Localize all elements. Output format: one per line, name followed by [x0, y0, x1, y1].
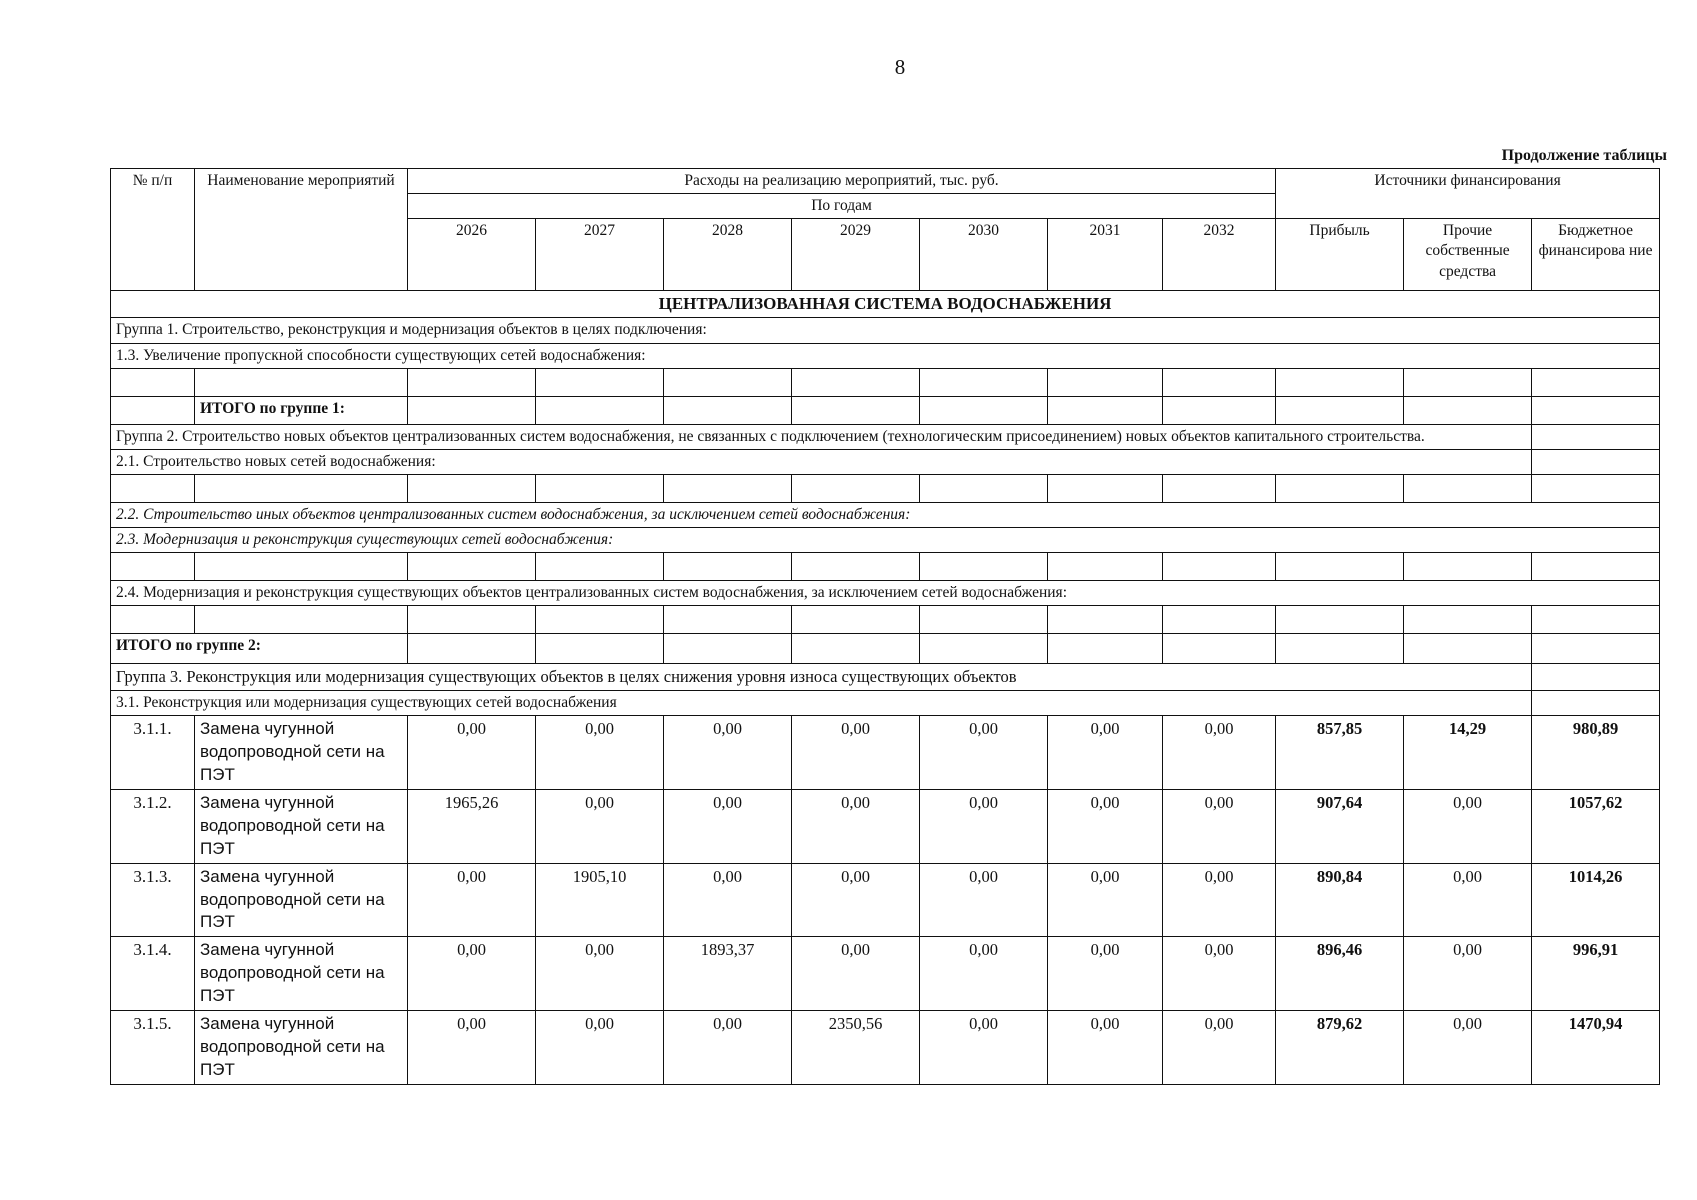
row-profit: 896,46	[1276, 937, 1404, 1011]
header-own-funds: Прочие собственные средства	[1404, 219, 1532, 291]
row-year-value: 0,00	[664, 863, 792, 937]
row-name: Замена чугунной водопроводной сети на ПЭТ	[195, 937, 408, 1011]
group1-total: ИТОГО по группе 1:	[195, 396, 408, 424]
row-year-value: 0,00	[536, 789, 664, 863]
row-year-value: 0,00	[1048, 863, 1163, 937]
group1-sub-1-3: 1.3. Увеличение пропускной способности существующих сетей водоснабжения:	[111, 343, 1660, 368]
header-year: 2026	[408, 219, 536, 291]
row-year-value: 0,00	[1048, 1011, 1163, 1085]
row-profit: 907,64	[1276, 789, 1404, 863]
section-title: ЦЕНТРАЛИЗОВАННАЯ СИСТЕМА ВОДОСНАБЖЕНИЯ	[111, 291, 1660, 318]
row-year-value: 1893,37	[664, 937, 792, 1011]
group1-title: Группа 1. Строительство, реконструкция и модернизация объектов в целях подключения:	[111, 318, 1660, 343]
row-own-funds: 0,00	[1404, 1011, 1532, 1085]
header-budget: Бюджетное финансирова ние	[1532, 219, 1660, 291]
group2-sub-2-2: 2.2. Строительство иных объектов централизованных систем водоснабжения, за исключением сетей водоснабжения:	[111, 502, 1660, 527]
table-row	[111, 715, 1660, 789]
table-row	[111, 789, 1660, 863]
row-year-value: 0,00	[792, 715, 920, 789]
row-year-value: 0,00	[408, 937, 536, 1011]
row-year-value: 1905,10	[536, 863, 664, 937]
row-year-value: 2350,56	[792, 1011, 920, 1085]
row-budget: 1014,26	[1532, 863, 1660, 937]
header-year: 2029	[792, 219, 920, 291]
row-year-value: 1965,26	[408, 789, 536, 863]
row-year-value: 0,00	[408, 863, 536, 937]
row-year-value: 0,00	[536, 715, 664, 789]
row-year-value: 0,00	[664, 789, 792, 863]
row-year-value: 0,00	[920, 937, 1048, 1011]
row-year-value: 0,00	[1163, 715, 1276, 789]
row-budget: 1470,94	[1532, 1011, 1660, 1085]
row-profit: 857,85	[1276, 715, 1404, 789]
row-index: 3.1.5.	[111, 1011, 195, 1085]
row-year-value: 0,00	[920, 863, 1048, 937]
row-year-value: 0,00	[1163, 863, 1276, 937]
row-year-value: 0,00	[1048, 937, 1163, 1011]
group2-sub-2-4: 2.4. Модернизация и реконструкция существующих объектов централизованных систем водоснабжения, за исключением сетей водоснабжения:	[111, 581, 1660, 606]
row-name: Замена чугунной водопроводной сети на ПЭТ	[195, 863, 408, 937]
header-profit: Прибыль	[1276, 219, 1404, 291]
row-index: 3.1.2.	[111, 789, 195, 863]
header-year: 2027	[536, 219, 664, 291]
row-year-value: 0,00	[664, 1011, 792, 1085]
header-year: 2031	[1048, 219, 1163, 291]
row-year-value: 0,00	[664, 715, 792, 789]
row-index: 3.1.4.	[111, 937, 195, 1011]
header-by-years: По годам	[408, 194, 1276, 219]
header-name: Наименование мероприятий	[195, 169, 408, 291]
row-own-funds: 0,00	[1404, 937, 1532, 1011]
row-name: Замена чугунной водопроводной сети на ПЭТ	[195, 789, 408, 863]
row-index: 3.1.1.	[111, 715, 195, 789]
table-row	[111, 1011, 1660, 1085]
row-year-value: 0,00	[1163, 1011, 1276, 1085]
row-year-value: 0,00	[1163, 789, 1276, 863]
group2-sub-2-1: 2.1. Строительство новых сетей водоснабжения:	[111, 449, 1532, 474]
empty-row	[111, 606, 1660, 634]
row-year-value: 0,00	[408, 715, 536, 789]
group3-sub-3-1: 3.1. Реконструкция или модернизация существующих сетей водоснабжения	[111, 690, 1532, 715]
group2-title: Группа 2. Строительство новых объектов централизованных систем водоснабжения, не связанных с подключением (технологическим присоединением) новых объектов капитального строительства.	[111, 424, 1532, 449]
row-year-value: 0,00	[1048, 715, 1163, 789]
row-year-value: 0,00	[536, 1011, 664, 1085]
header-expenses: Расходы на реализацию мероприятий, тыс. руб.	[408, 169, 1276, 194]
investment-table	[110, 168, 1660, 1085]
empty-row	[111, 368, 1660, 396]
continuation-label: Продолжение таблицы	[1501, 147, 1667, 164]
row-year-value: 0,00	[536, 937, 664, 1011]
row-budget: 1057,62	[1532, 789, 1660, 863]
page-number: 8	[894, 55, 906, 79]
row-year-value: 0,00	[792, 789, 920, 863]
row-budget: 980,89	[1532, 715, 1660, 789]
row-year-value: 0,00	[1048, 789, 1163, 863]
header-year: 2032	[1163, 219, 1276, 291]
row-profit: 879,62	[1276, 1011, 1404, 1085]
row-year-value: 0,00	[792, 863, 920, 937]
row-year-value: 0,00	[1163, 937, 1276, 1011]
row-budget: 996,91	[1532, 937, 1660, 1011]
row-name: Замена чугунной водопроводной сети на ПЭТ	[195, 715, 408, 789]
row-year-value: 0,00	[792, 937, 920, 1011]
group2-total: ИТОГО по группе 2:	[111, 634, 408, 664]
row-profit: 890,84	[1276, 863, 1404, 937]
row-year-value: 0,00	[920, 1011, 1048, 1085]
row-year-value: 0,00	[920, 715, 1048, 789]
group3-title: Группа 3. Реконструкция или модернизация существующих объектов в целях снижения уровня износа существующих объектов	[111, 664, 1532, 690]
empty-row	[111, 553, 1660, 581]
row-own-funds: 0,00	[1404, 863, 1532, 937]
table-row	[111, 863, 1660, 937]
row-index: 3.1.3.	[111, 863, 195, 937]
row-year-value: 0,00	[920, 789, 1048, 863]
header-sources: Источники финансирования	[1276, 169, 1660, 219]
table-row	[111, 937, 1660, 1011]
empty-row	[111, 474, 1660, 502]
row-name: Замена чугунной водопроводной сети на ПЭТ	[195, 1011, 408, 1085]
header-year: 2028	[664, 219, 792, 291]
row-own-funds: 14,29	[1404, 715, 1532, 789]
row-year-value: 0,00	[408, 1011, 536, 1085]
header-num: № п/п	[111, 169, 195, 291]
header-year: 2030	[920, 219, 1048, 291]
row-own-funds: 0,00	[1404, 789, 1532, 863]
group2-sub-2-3: 2.3. Модернизация и реконструкция существующих сетей водоснабжения:	[111, 528, 1660, 553]
